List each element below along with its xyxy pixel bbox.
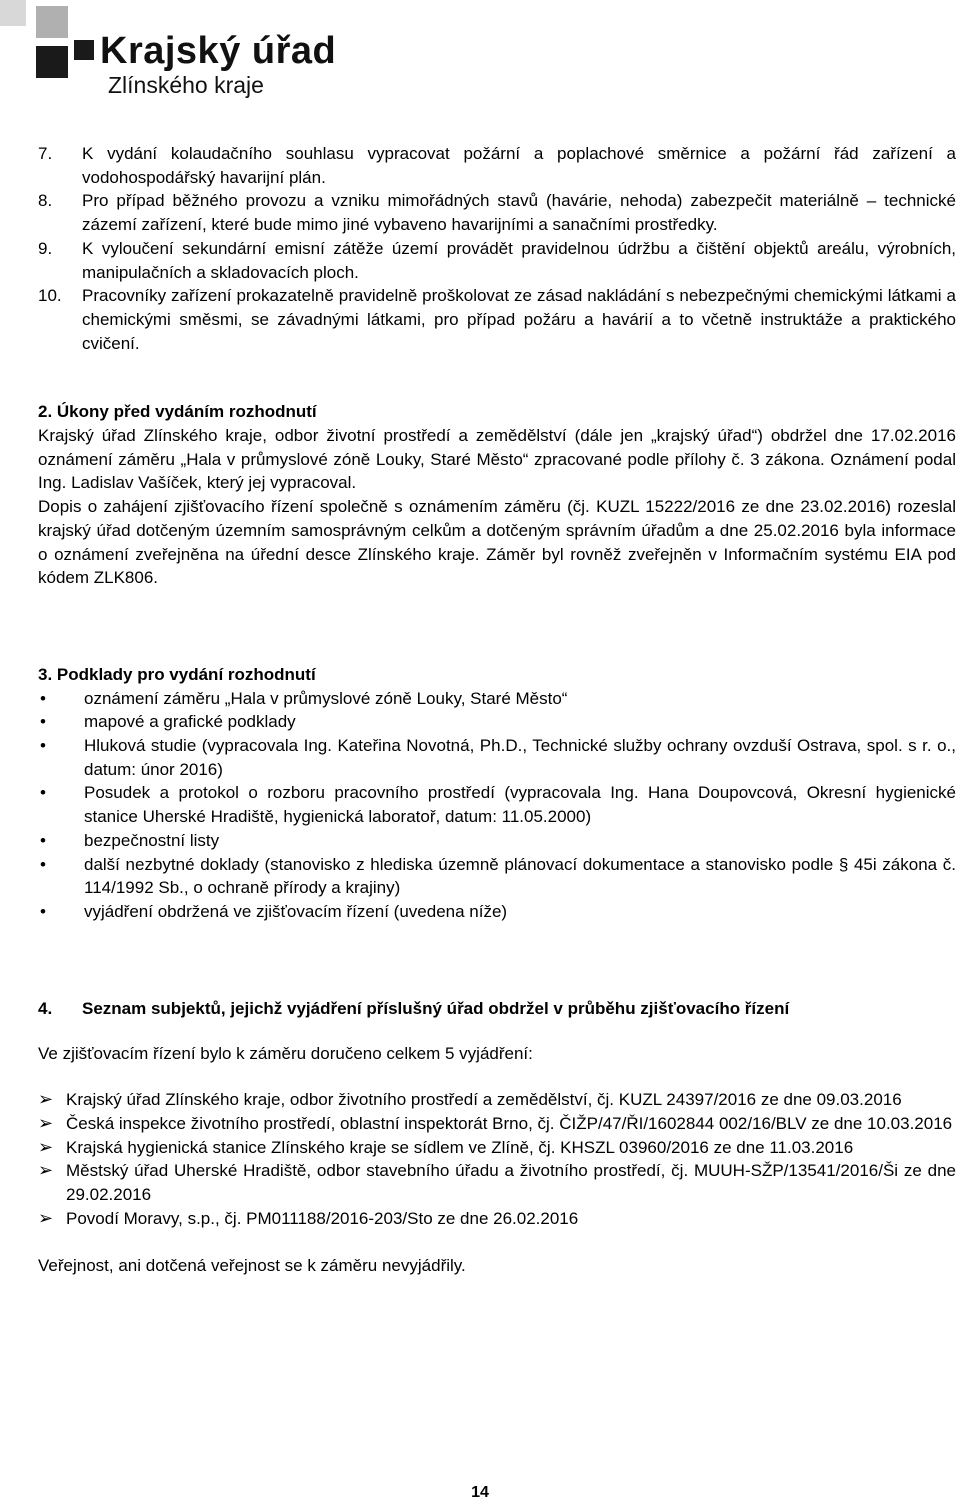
bullet-icon: • [40,712,46,732]
page-content [38,142,956,1278]
section3-heading: 3. Podklady pro vydání rozhodnutí [38,664,316,684]
arrow-bullet-icon: ➢ [38,1160,54,1181]
list-item: • mapové a grafické podklady [38,710,956,734]
page-number: 14 [471,1484,489,1501]
list-item: 10. Pracovníky zařízení prokazatelně pravidelně proškolovat ze zásad nakládání s nebezpečnými chemickými látkami a chemickými směsmi, se závadnými látkami, pro případ požáru a havárií a to včetně instruktáže a praktického cvičení. [38,286,956,353]
section2-heading: 2. Úkony před vydáním rozhodnutí [38,402,317,422]
logo [0,0,337,110]
bullet-icon: • [40,901,46,921]
list-item: ➢ Česká inspekce životního prostředí, oblastní inspektorát Brno, čj. ČIŽP/47/ŘI/1602844 002/16/BLV ze dne 10.03.2016 [38,1112,956,1136]
bullet-icon: • [40,830,46,850]
list-item: ➢ Krajská hygienická stanice Zlínského kraje se sídlem ve Zlíně, čj. KHSZL 03960/2016 ze dne 11.03.2016 [38,1136,956,1160]
arrow-bullet-icon: ➢ [38,1136,54,1157]
arrow-bullet-icon: ➢ [38,1207,54,1228]
logo-square-gray [36,6,68,38]
arrow-bullet-icon: ➢ [38,1089,54,1110]
logo-square-light [0,0,26,26]
list-item: ➢ Městský úřad Uherské Hradiště, odbor stavebního úřadu a životního prostředí, čj. MUUH-SŽP/13541/2016/Ši ze dne 29.02.2016 [38,1159,956,1206]
section4-heading: 4. Seznam subjektů, jejichž vyjádření příslušný úřad obdržel v průběhu zjišťovacího řízení [38,998,790,1018]
logo-square-black [74,40,94,60]
list-item: ➢ Povodí Moravy, s.p., čj. PM011188/2016-203/Sto ze dne 26.02.2016 [38,1207,956,1231]
list-item: • Posudek a protokol o rozboru pracovního prostředí (vypracovala Ing. Hana Doupovcová, Okresní hygienické stanice Uherské Hradiště, hygienická laboratoř, datum: 11.05.2000) [38,781,956,828]
bullet-icon: • [40,783,46,803]
section2-paragraph: Dopis o zahájení zjišťovacího řízení společně s oznámením záměru (čj. KUZL 15222/2016 ze dne 23.02.2016) rozeslal krajský úřad dotčeným územním samosprávným celkům a dotčeným správním úřadům a dne 25.02.2016 byla informace o oznámení zveřejněna na úřední desce Zlínského kraje. Záměr byl rovněž zveřejněn v Informačním systému EIA pod kódem ZLK806. [38,497,956,588]
list-item: • vyjádření obdržená ve zjišťovacím řízení (uvedena níže) [38,900,956,924]
list-item: 8. Pro případ běžného provozu a vzniku mimořádných stavů (havárie, nehoda) zabezpečit materiálně – technické zázemí zařízení, které bude mimo jiné vybaveno havarijními a sanačními prostředky. [38,191,956,235]
closing-sentence: Veřejnost, ani dotčená veřejnost se k záměru nevyjádřily. [38,1256,466,1276]
bullet-icon: • [40,688,46,708]
conditions-list [38,142,956,355]
logo-title: Krajský úřad [100,30,337,72]
bullet-icon: • [40,854,46,874]
list-item: • bezpečnostní listy [38,829,956,853]
list-item: • Hluková studie (vypracovala Ing. Kateřina Novotná, Ph.D., Technické služby ochrany ovzduší Ostrava, spol. s r. o., datum: únor 2016) [38,734,956,781]
list-item: ➢ Krajský úřad Zlínského kraje, odbor životního prostředí a zemědělství, čj. KUZL 24397/2016 ze dne 09.03.2016 [38,1088,956,1112]
list-item: 7. K vydání kolaudačního souhlasu vypracovat požární a poplachové směrnice a požární řád zařízení a vodohospodářský havarijní plán. [38,144,956,187]
list-item: • další nezbytné doklady (stanovisko z hlediska územně plánovací dokumentace a stanovisko podle § 45i zákona č. 114/1992 Sb., o ochraně přírody a krajiny) [38,853,956,900]
logo-square-dark [36,46,68,78]
section4-intro: Ve zjišťovacím řízení bylo k záměru doručeno celkem 5 vyjádření: [38,1044,533,1064]
logo-subtitle: Zlínského kraje [108,72,264,98]
documents-list [38,687,956,924]
arrow-bullet-icon: ➢ [38,1112,54,1133]
list-item: 9. K vyloučení sekundární emisní zátěže území provádět pravidelnou údržbu a čištění objektů areálu, výrobních, manipulačních a skladovacích ploch. [38,238,956,282]
statements-list [38,1088,956,1230]
list-item: • oznámení záměru „Hala v průmyslové zóně Louky, Staré Město“ [38,687,956,711]
section2-paragraph: Krajský úřad Zlínského kraje, odbor životní prostředí a zemědělství (dále jen „krajský úřad“) obdržel dne 17.02.2016 oznámení záměru „Hala v průmyslové zóně Louky, Staré Město“ zpracované podle přílohy č. 3 zákona. Oznámení podal Ing. Ladislav Vašíček, který jej vypracoval. [38,426,956,493]
bullet-icon: • [40,736,46,756]
